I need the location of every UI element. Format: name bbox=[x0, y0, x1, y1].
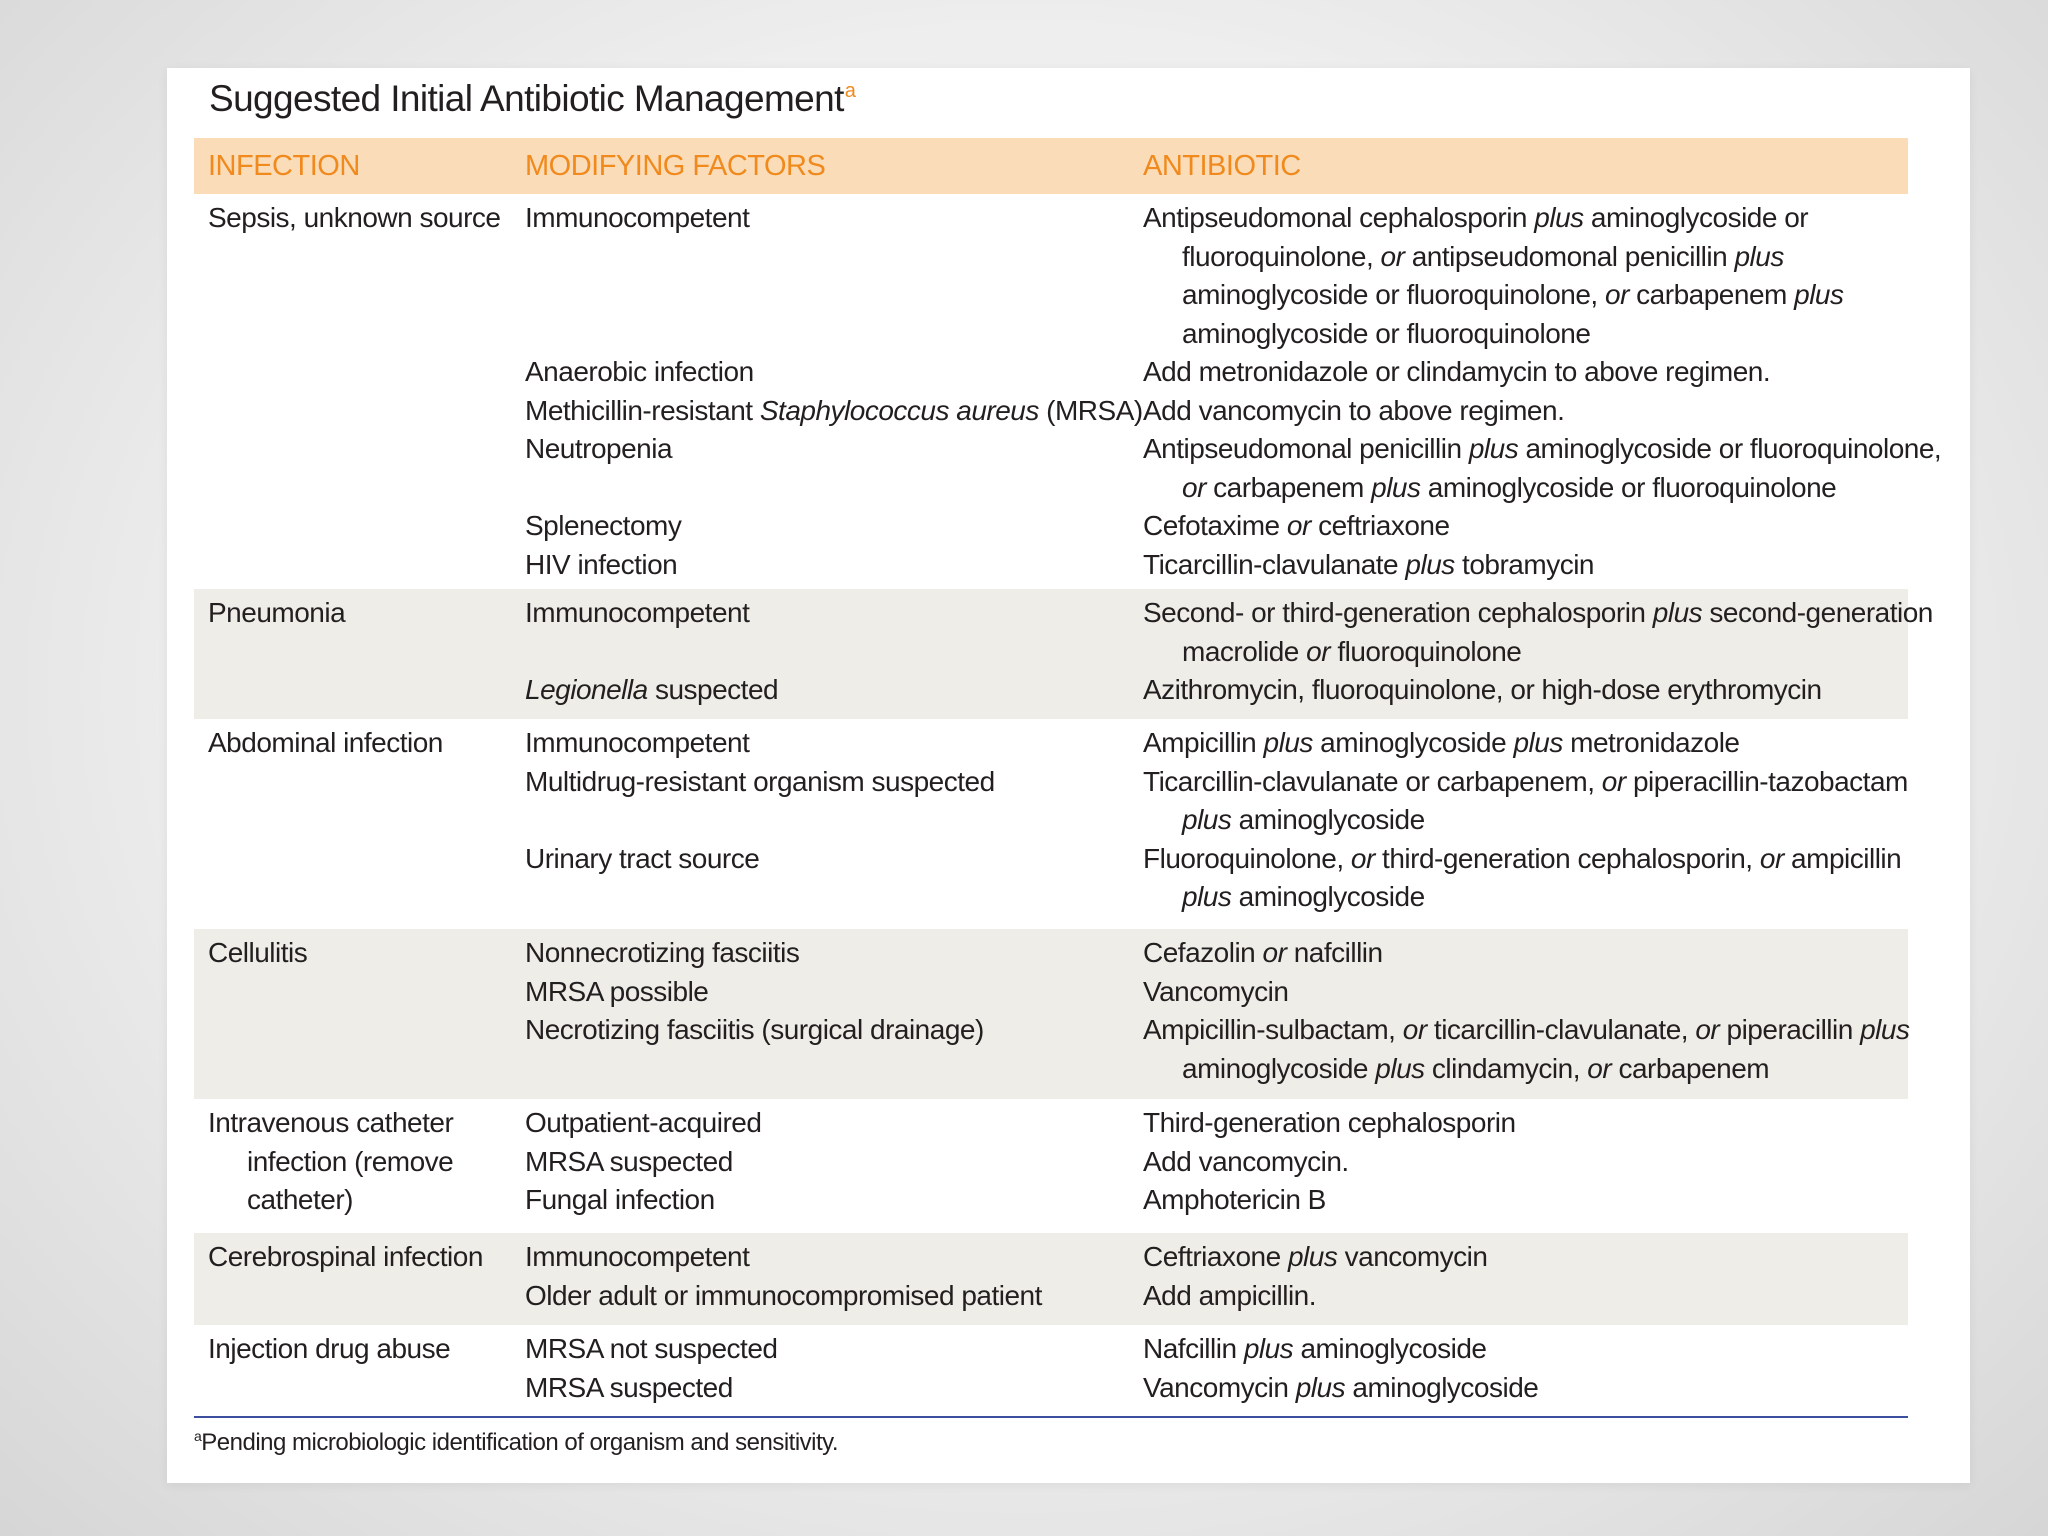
header-modifying-factors: MODIFYING FACTORS bbox=[525, 150, 826, 182]
antibiotic-cell: fluoroquinolone, or antipseudomonal penicillin plus bbox=[1182, 240, 1784, 272]
table-header-row bbox=[194, 138, 1908, 194]
antibiotic-cell: Cefazolin or nafcillin bbox=[1143, 937, 1383, 968]
antibiotic-cell: Ticarcillin-clavulanate plus tobramycin bbox=[1143, 548, 1594, 580]
infection-cell: infection (remove bbox=[247, 1145, 454, 1177]
antibiotic-cell: Amphotericin B bbox=[1143, 1184, 1326, 1215]
modifying-factor-cell: Necrotizing fasciitis (surgical drainage) bbox=[525, 1014, 984, 1045]
infection-cell: Sepsis, unknown source bbox=[208, 202, 501, 233]
antibiotic-cell: Azithromycin, fluoroquinolone, or high-dose erythromycin bbox=[1143, 674, 1822, 705]
antibiotic-cell: Ampicillin plus aminoglycoside plus metronidazole bbox=[1143, 727, 1740, 758]
antibiotic-table bbox=[194, 138, 1942, 1415]
table-title-text: Suggested Initial Antibiotic Management bbox=[209, 78, 844, 119]
antibiotic-cell: Ampicillin-sulbactam, or ticarcillin-clavulanate, or piperacillin plus bbox=[1143, 1014, 1910, 1045]
antibiotic-cell: macrolide or fluoroquinolone bbox=[1182, 635, 1522, 667]
modifying-factor-cell: Nonnecrotizing fasciitis bbox=[525, 937, 800, 968]
table-row bbox=[194, 929, 1908, 1099]
document-page bbox=[167, 68, 1970, 1483]
antibiotic-cell: Second- or third-generation cephalosporin plus second-generation bbox=[1143, 597, 1933, 628]
table-row bbox=[194, 719, 1908, 929]
footnote-marker: a bbox=[194, 1428, 202, 1444]
modifying-factor-cell: Immunocompetent bbox=[525, 202, 750, 233]
antibiotic-cell: Cefotaxime or ceftriaxone bbox=[1143, 510, 1450, 541]
table-row bbox=[194, 1099, 1908, 1233]
modifying-factor-cell: Immunocompetent bbox=[525, 1241, 750, 1272]
antibiotic-cell: or carbapenem plus aminoglycoside or fluoroquinolone bbox=[1182, 471, 1837, 503]
modifying-factor-cell: MRSA possible bbox=[525, 975, 709, 1007]
table-row bbox=[194, 1325, 1908, 1415]
antibiotic-cell: aminoglycoside plus clindamycin, or carbapenem bbox=[1182, 1052, 1770, 1084]
antibiotic-cell: aminoglycoside or fluoroquinolone bbox=[1182, 317, 1591, 349]
antibiotic-cell: Vancomycin bbox=[1143, 975, 1289, 1007]
modifying-factor-cell: HIV infection bbox=[525, 548, 678, 580]
modifying-factor-cell: Anaerobic infection bbox=[525, 356, 754, 387]
header-infection: INFECTION bbox=[208, 150, 360, 182]
table-row bbox=[194, 194, 1942, 589]
infection-cell: catheter) bbox=[247, 1184, 353, 1215]
modifying-factor-cell: Legionella suspected bbox=[525, 674, 779, 705]
modifying-factor-cell: MRSA suspected bbox=[525, 1371, 733, 1403]
title-footnote-marker: a bbox=[844, 80, 856, 102]
antibiotic-cell: Add vancomycin to above regimen. bbox=[1143, 394, 1565, 426]
modifying-factor-cell: Multidrug-resistant organism suspected bbox=[525, 765, 995, 797]
modifying-factor-cell: MRSA suspected bbox=[525, 1145, 733, 1177]
infection-cell: Cerebrospinal infection bbox=[208, 1241, 483, 1272]
antibiotic-cell: Add ampicillin. bbox=[1143, 1279, 1317, 1311]
infection-cell: Pneumonia bbox=[208, 597, 346, 628]
antibiotic-cell: Ticarcillin-clavulanate or carbapenem, or piperacillin-tazobactam bbox=[1143, 765, 1908, 797]
modifying-factor-cell: Methicillin-resistant Staphylococcus aureus (MRSA) bbox=[525, 394, 1143, 426]
antibiotic-cell: Add vancomycin. bbox=[1143, 1145, 1349, 1177]
table-bottom-rule bbox=[194, 1416, 1908, 1418]
antibiotic-cell: Antipseudomonal cephalosporin plus aminoglycoside or bbox=[1143, 202, 1809, 233]
modifying-factor-cell: Older adult or immunocompromised patient bbox=[525, 1279, 1042, 1311]
modifying-factor-cell: Immunocompetent bbox=[525, 727, 750, 758]
table-row bbox=[194, 589, 1933, 719]
antibiotic-cell: Fluoroquinolone, or third-generation cephalosporin, or ampicillin bbox=[1143, 842, 1902, 874]
antibiotic-cell: Vancomycin plus aminoglycoside bbox=[1143, 1371, 1539, 1403]
infection-cell: Abdominal infection bbox=[208, 727, 443, 758]
antibiotic-cell: Ceftriaxone plus vancomycin bbox=[1143, 1241, 1488, 1272]
infection-cell: Intravenous catheter bbox=[208, 1107, 454, 1138]
modifying-factor-cell: MRSA not suspected bbox=[525, 1333, 778, 1364]
antibiotic-cell: Antipseudomonal penicillin plus aminoglycoside or fluoroquinolone, bbox=[1143, 433, 1942, 464]
antibiotic-cell: plus aminoglycoside bbox=[1182, 804, 1425, 835]
antibiotic-cell: plus aminoglycoside bbox=[1182, 881, 1425, 912]
antibiotic-cell: Add metronidazole or clindamycin to above regimen. bbox=[1143, 356, 1771, 387]
antibiotic-cell: aminoglycoside or fluoroquinolone, or carbapenem plus bbox=[1182, 279, 1844, 310]
table-footnote bbox=[194, 1428, 838, 1457]
modifying-factor-cell: Immunocompetent bbox=[525, 597, 750, 628]
table-body bbox=[194, 194, 1942, 1415]
modifying-factor-cell: Splenectomy bbox=[525, 510, 682, 541]
modifying-factor-cell: Neutropenia bbox=[525, 433, 673, 464]
header-antibiotic: ANTIBIOTIC bbox=[1143, 150, 1301, 182]
table-row bbox=[194, 1233, 1908, 1325]
antibiotic-cell: Nafcillin plus aminoglycoside bbox=[1143, 1333, 1487, 1364]
modifying-factor-cell: Fungal infection bbox=[525, 1184, 715, 1215]
antibiotic-cell: Third-generation cephalosporin bbox=[1143, 1107, 1516, 1138]
modifying-factor-cell: Outpatient-acquired bbox=[525, 1107, 762, 1138]
infection-cell: Cellulitis bbox=[208, 937, 308, 968]
infection-cell: Injection drug abuse bbox=[208, 1333, 451, 1364]
table-title bbox=[209, 78, 855, 120]
footnote-text: Pending microbiologic identification of organism and sensitivity. bbox=[201, 1429, 839, 1456]
modifying-factor-cell: Urinary tract source bbox=[525, 842, 760, 874]
